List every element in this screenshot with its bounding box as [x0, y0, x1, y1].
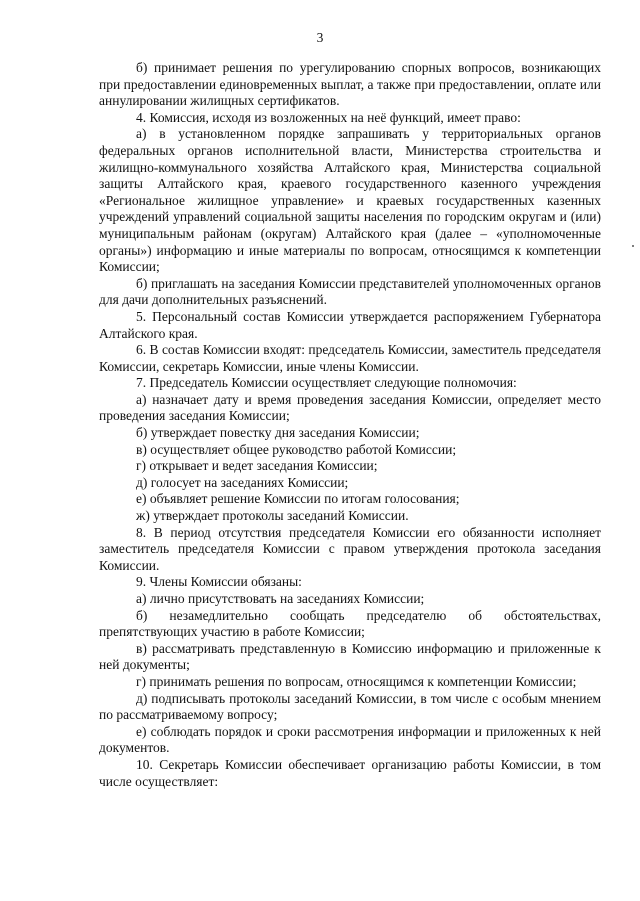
paragraph-4a-request-information: а) в установленном порядке запрашивать у территориальных органов федеральных органов исполнительной власти, Министерства строительства и жилищно-коммунального хозяйства Алтайского края, Министерства социальной защиты Алтайского края, краевого государственного казенного учреждения «Региональное жилищное управление» и краевых государственных казенных учреждений управлений социальной защиты населения по городским округам и (или) муниципальным районам (округам) Алтайского края (далее – «уполномоченные органы») информацию и иные материалы по вопросам, относящимся к компетенции Комиссии; — [99, 126, 601, 275]
paragraph-7c-general-management: в) осуществляет общее руководство работой Комиссии; — [136, 441, 457, 457]
paragraph-6b-decisions: б) принимает решения по урегулированию спорных вопросов, возникающих при предоставлении единовременных выплат, а также при предоставлении, оплате или аннулировании жилищных сертификатов. — [99, 60, 601, 109]
scan-speck — [632, 245, 634, 247]
paragraph-7-chairman-powers: 7. Председатель Комиссии осуществляет следующие полномочия: — [136, 375, 517, 391]
paragraph-9d-make-decisions: г) принимать решения по вопросам, относящимся к компетенции Комиссии; — [136, 673, 577, 689]
paragraph-4b-invite-representatives: б) приглашать на заседания Комиссии представителей уполномоченных органов для дачи дополнительных разъяснений. — [99, 275, 601, 308]
paragraph-9b-report-circumstances: б) незамедлительно сообщать председателю об обстоятельствах, препятствующих участию в работе Комиссии; — [99, 607, 601, 640]
paragraph-5-personal-composition: 5. Персональный состав Комиссии утверждается распоряжением Губернатора Алтайского края. — [99, 308, 601, 341]
paragraph-6-commission-members: 6. В состав Комиссии входят: председатель Комиссии, заместитель председателя Комиссии, секретарь Комиссии, иные члены Комиссии. — [99, 342, 601, 374]
paragraph-8-deputy-duties: 8. В период отсутствия председателя Комиссии его обязанности исполняет заместитель председателя Комиссии с правом утверждения протокола заседания Комиссии. — [99, 524, 601, 573]
paragraph-9f-observe-procedure: е) соблюдать порядок и сроки рассмотрения информации и приложенных к ней документов. — [99, 723, 601, 756]
paragraph-9c-review-information: в) рассматривать представленную в Комиссию информацию и приложенные к ней документы; — [99, 640, 601, 673]
paragraph-7b-approve-agenda: б) утверждает повестку дня заседания Комиссии; — [136, 425, 420, 441]
paragraph-7a-schedule-meeting: а) назначает дату и время проведения заседания Комиссии, определяет место проведения заседания Комиссии; — [99, 391, 601, 424]
document-body — [99, 60, 601, 790]
page-number: 3 — [316, 30, 324, 45]
paragraph-4-commission-rights: 4. Комиссия, исходя из возложенных на неё функций, имеет право: — [136, 109, 521, 125]
paragraph-7e-vote: д) голосует на заседаниях Комиссии; — [136, 474, 349, 490]
paragraph-7g-approve-protocols: ж) утверждает протоколы заседаний Комиссии. — [136, 508, 409, 524]
paragraph-9e-sign-protocols: д) подписывать протоколы заседаний Комиссии, в том числе с особым мнением по рассматриваемому вопросу; — [99, 690, 601, 723]
paragraph-9a-attend: а) лично присутствовать на заседаниях Комиссии; — [136, 591, 425, 606]
paragraph-10-secretary-duties: 10. Секретарь Комиссии обеспечивает организацию работы Комиссии, в том числе осуществляет: — [99, 756, 601, 789]
paragraph-9-member-obligations: 9. Члены Комиссии обязаны: — [136, 574, 302, 590]
paragraph-7d-open-meetings: г) открывает и ведет заседания Комиссии; — [136, 458, 378, 474]
paragraph-7f-announce-decision: е) объявляет решение Комиссии по итогам голосования; — [136, 491, 460, 507]
